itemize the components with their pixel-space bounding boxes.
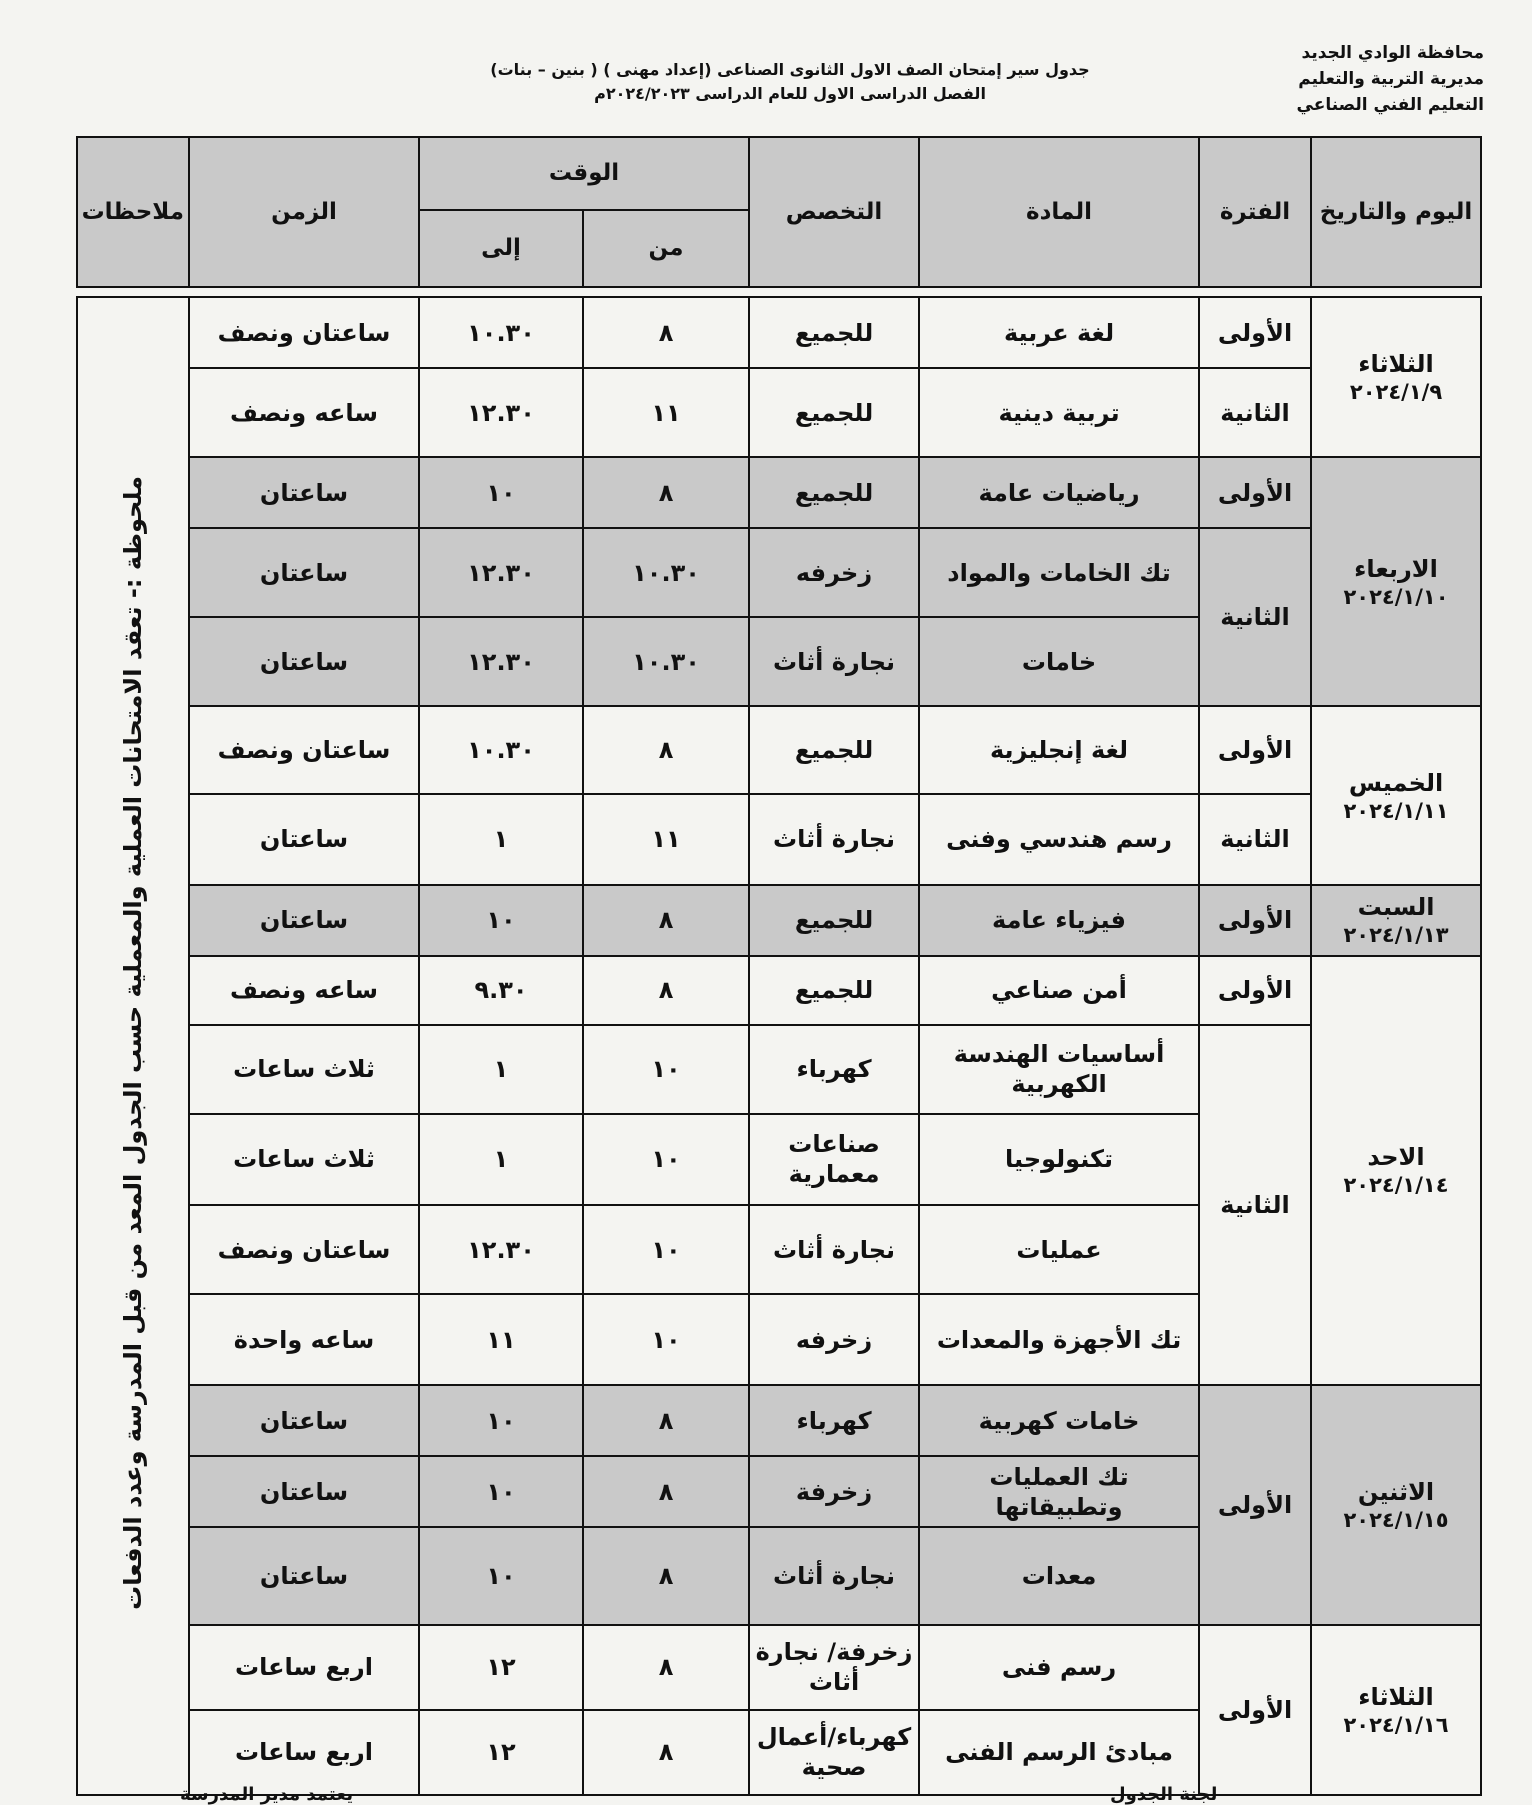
- day-name: الخميس: [1348, 768, 1444, 797]
- period-cell: الأولى: [1199, 885, 1311, 956]
- committee-signature-label: لجنة الجدول: [1110, 1784, 1218, 1805]
- specialty-cell: كهرباء/أعمال صحية: [749, 1710, 919, 1795]
- day-cell: [1311, 457, 1481, 706]
- table-row: [77, 368, 1481, 457]
- duration-cell: اربع ساعات: [189, 1710, 419, 1795]
- from-cell: ١٠: [583, 1114, 749, 1205]
- day-cell: [1311, 706, 1481, 884]
- day-name: الاحد: [1367, 1143, 1425, 1172]
- table-row: [77, 956, 1481, 1025]
- subject-cell: رياضيات عامة: [919, 457, 1199, 528]
- duration-cell: ثلاث ساعات: [189, 1025, 419, 1114]
- to-cell: ١٠: [419, 885, 583, 956]
- col-header-to: إلى: [419, 210, 583, 287]
- subject-cell: تربية دينية: [919, 368, 1199, 457]
- specialty-cell: للجميع: [749, 368, 919, 457]
- day-date: ٢٠٢٤/١/١٣: [1343, 923, 1449, 948]
- specialty-cell: للجميع: [749, 457, 919, 528]
- to-cell: ١٢.٣٠: [419, 528, 583, 617]
- to-cell: ١٠: [419, 1456, 583, 1527]
- day-date: ٢٠٢٤/١/١٠: [1343, 584, 1449, 609]
- table-row: [77, 1625, 1481, 1710]
- specialty-cell: للجميع: [749, 706, 919, 793]
- day-cell: [1311, 885, 1481, 956]
- col-header-notes: ملاحظات: [77, 137, 189, 287]
- from-cell: ٨: [583, 1385, 749, 1456]
- table-row: [77, 1385, 1481, 1456]
- org-line-1: محافظة الوادي الجديد: [1301, 43, 1484, 63]
- duration-cell: ساعتان: [189, 457, 419, 528]
- specialty-cell: نجارة أثاث: [749, 794, 919, 885]
- period-cell: الثانية: [1199, 528, 1311, 706]
- from-cell: ٨: [583, 956, 749, 1025]
- table-row: [77, 885, 1481, 956]
- subject-cell: خامات كهربية: [919, 1385, 1199, 1456]
- subject-cell: أمن صناعي: [919, 956, 1199, 1025]
- subject-cell: رسم هندسي وفنى: [919, 794, 1199, 885]
- from-cell: ١١: [583, 794, 749, 885]
- to-cell: ١٢: [419, 1710, 583, 1795]
- specialty-cell: زخرفة: [749, 1456, 919, 1527]
- to-cell: ٩.٣٠: [419, 956, 583, 1025]
- day-date: ٢٠٢٤/١/١٤: [1343, 1173, 1449, 1198]
- from-cell: ٨: [583, 1527, 749, 1624]
- from-cell: ١٠: [583, 1294, 749, 1385]
- to-cell: ١٠: [419, 457, 583, 528]
- to-cell: ١٢.٣٠: [419, 368, 583, 457]
- title-line-2: الفصل الدراسى الاول للعام الدراسى ٢٠٢٤/٢٠٢٣م: [594, 84, 986, 103]
- from-cell: ٨: [583, 1625, 749, 1710]
- period-cell: الأولى: [1199, 457, 1311, 528]
- from-cell: ٨: [583, 1710, 749, 1795]
- day-cell: [1311, 1625, 1481, 1795]
- table-row: [77, 1025, 1481, 1114]
- specialty-cell: نجارة أثاث: [749, 617, 919, 706]
- org-line-3: التعليم الفني الصناعي: [1296, 95, 1484, 115]
- duration-cell: ساعه واحدة: [189, 1294, 419, 1385]
- from-cell: ١٠.٣٠: [583, 617, 749, 706]
- subject-cell: فيزياء عامة: [919, 885, 1199, 956]
- from-cell: ٨: [583, 297, 749, 368]
- day-name: الاثنين: [1357, 1477, 1435, 1506]
- duration-cell: ساعتان: [189, 617, 419, 706]
- from-cell: ١٠: [583, 1025, 749, 1114]
- col-header-time: الوقت: [419, 137, 749, 210]
- subject-cell: عمليات: [919, 1205, 1199, 1294]
- duration-cell: ثلاث ساعات: [189, 1114, 419, 1205]
- day-cell: [1311, 297, 1481, 457]
- subject-cell: تك العمليات وتطبيقاتها: [919, 1456, 1199, 1527]
- duration-cell: اربع ساعات: [189, 1625, 419, 1710]
- period-cell: الثانية: [1199, 1025, 1311, 1386]
- day-date: ٢٠٢٤/١/١١: [1343, 798, 1449, 823]
- from-cell: ٨: [583, 1456, 749, 1527]
- day-name: الثلاثاء: [1358, 1682, 1434, 1711]
- duration-cell: ساعتان ونصف: [189, 1205, 419, 1294]
- table-row: [77, 528, 1481, 617]
- subject-cell: خامات: [919, 617, 1199, 706]
- title-line-1: جدول سير إمتحان الصف الاول الثانوى الصناعى (إعداد مهنى ) ( بنين – بنات): [490, 60, 1090, 79]
- day-cell: [1311, 956, 1481, 1386]
- col-header-duration: الزمن: [189, 137, 419, 287]
- subject-cell: تك الخامات والمواد: [919, 528, 1199, 617]
- col-header-day: اليوم والتاريخ: [1311, 137, 1481, 287]
- subject-cell: مبادئ الرسم الفنى: [919, 1710, 1199, 1795]
- table-row: [77, 706, 1481, 793]
- table-row: [77, 297, 1481, 368]
- day-date: ٢٠٢٤/١/٩: [1349, 380, 1443, 405]
- col-header-period: الفترة: [1199, 137, 1311, 287]
- subject-cell: لغة إنجليزية: [919, 706, 1199, 793]
- from-cell: ١٠: [583, 1205, 749, 1294]
- subject-cell: رسم فنى: [919, 1625, 1199, 1710]
- exam-schedule-table: [76, 136, 1482, 1796]
- specialty-cell: زخرفة/ نجارة أثاث: [749, 1625, 919, 1710]
- period-cell: الثانية: [1199, 794, 1311, 885]
- subject-cell: تك الأجهزة والمعدات: [919, 1294, 1199, 1385]
- duration-cell: ساعتان ونصف: [189, 297, 419, 368]
- to-cell: ١٠.٣٠: [419, 706, 583, 793]
- to-cell: ١١: [419, 1294, 583, 1385]
- period-cell: الثانية: [1199, 368, 1311, 457]
- day-date: ٢٠٢٤/١/١٦: [1343, 1712, 1449, 1737]
- table-row: [77, 794, 1481, 885]
- duration-cell: ساعتان: [189, 794, 419, 885]
- day-name: الاربعاء: [1354, 554, 1438, 583]
- specialty-cell: صناعات معمارية: [749, 1114, 919, 1205]
- subject-cell: معدات: [919, 1527, 1199, 1624]
- to-cell: ١٠.٣٠: [419, 297, 583, 368]
- to-cell: ١٠: [419, 1385, 583, 1456]
- document-title: [440, 58, 1140, 106]
- specialty-cell: للجميع: [749, 956, 919, 1025]
- from-cell: ٨: [583, 457, 749, 528]
- specialty-cell: نجارة أثاث: [749, 1527, 919, 1624]
- duration-cell: ساعتان: [189, 885, 419, 956]
- duration-cell: ساعتان: [189, 528, 419, 617]
- subject-cell: لغة عربية: [919, 297, 1199, 368]
- col-header-specialty: التخصص: [749, 137, 919, 287]
- organization-header: [1284, 40, 1484, 118]
- from-cell: ٨: [583, 706, 749, 793]
- from-cell: ١٠.٣٠: [583, 528, 749, 617]
- duration-cell: ساعتان: [189, 1527, 419, 1624]
- org-line-2: مديرية التربية والتعليم: [1298, 69, 1484, 89]
- period-cell: الأولى: [1199, 956, 1311, 1025]
- period-cell: الأولى: [1199, 297, 1311, 368]
- period-cell: الأولى: [1199, 1625, 1311, 1795]
- specialty-cell: كهرباء: [749, 1025, 919, 1114]
- table-row: [77, 457, 1481, 528]
- specialty-cell: زخرفه: [749, 528, 919, 617]
- day-name: السبت: [1357, 893, 1435, 922]
- col-header-subject: المادة: [919, 137, 1199, 287]
- to-cell: ١: [419, 1114, 583, 1205]
- specialty-cell: زخرفه: [749, 1294, 919, 1385]
- period-cell: الأولى: [1199, 1385, 1311, 1624]
- from-cell: ١١: [583, 368, 749, 457]
- duration-cell: ساعتان ونصف: [189, 706, 419, 793]
- specialty-cell: للجميع: [749, 885, 919, 956]
- notes-text: ملحوظة :- تعقد الامتحانات العملية والمعملية حسب الجدول المعد من قبل المدرسة وعدد الدفعات: [119, 475, 147, 1610]
- subject-cell: أساسيات الهندسة الكهربية: [919, 1025, 1199, 1114]
- duration-cell: ساعتان: [189, 1385, 419, 1456]
- to-cell: ١٢.٣٠: [419, 1205, 583, 1294]
- period-cell: الأولى: [1199, 706, 1311, 793]
- day-date: ٢٠٢٤/١/١٥: [1343, 1507, 1449, 1532]
- to-cell: ١٢.٣٠: [419, 617, 583, 706]
- duration-cell: ساعه ونصف: [189, 368, 419, 457]
- day-cell: [1311, 1385, 1481, 1624]
- duration-cell: ساعه ونصف: [189, 956, 419, 1025]
- specialty-cell: كهرباء: [749, 1385, 919, 1456]
- to-cell: ١٢: [419, 1625, 583, 1710]
- subject-cell: تكنولوجيا: [919, 1114, 1199, 1205]
- from-cell: ٨: [583, 885, 749, 956]
- to-cell: ١٠: [419, 1527, 583, 1624]
- duration-cell: ساعتان: [189, 1456, 419, 1527]
- to-cell: ١: [419, 1025, 583, 1114]
- notes-cell: [77, 297, 189, 1795]
- principal-signature-label: يعتمد مدير المدرسة: [180, 1784, 354, 1805]
- specialty-cell: نجارة أثاث: [749, 1205, 919, 1294]
- day-name: الثلاثاء: [1358, 350, 1434, 379]
- specialty-cell: للجميع: [749, 297, 919, 368]
- to-cell: ١: [419, 794, 583, 885]
- col-header-from: من: [583, 210, 749, 287]
